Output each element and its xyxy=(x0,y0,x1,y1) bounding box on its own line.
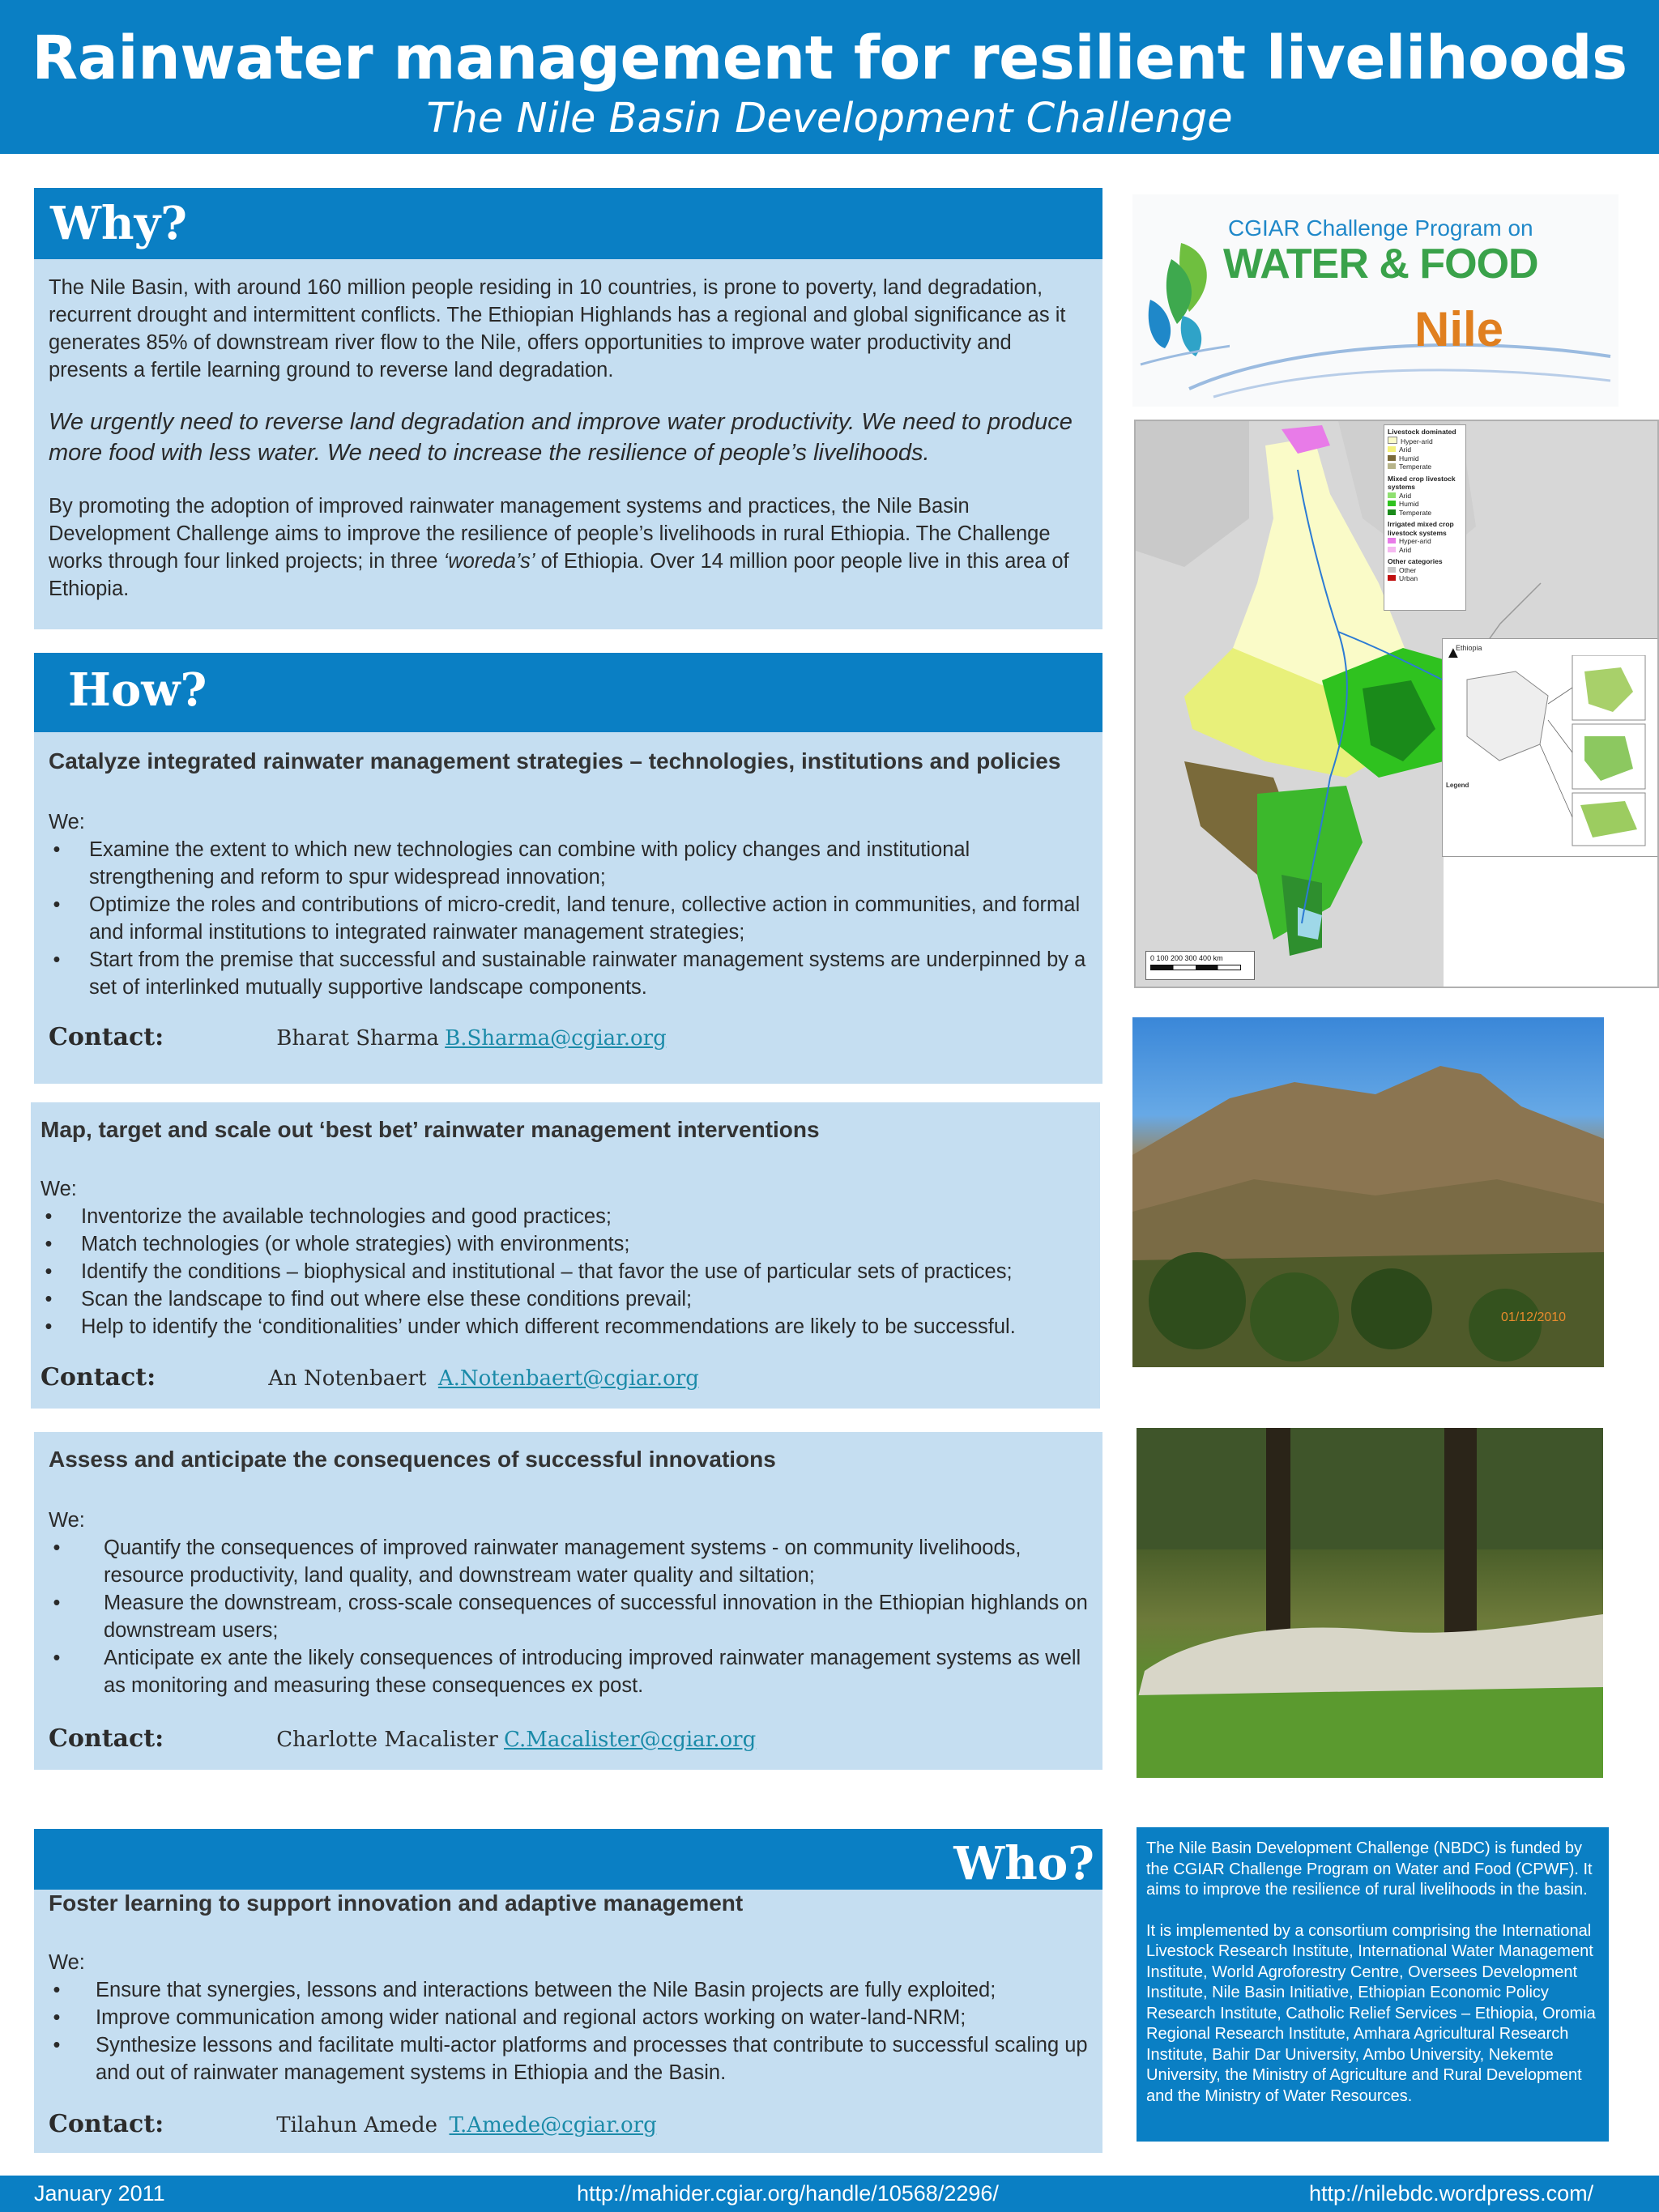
footer-link-wordpress[interactable]: http://nilebdc.wordpress.com/ xyxy=(1309,2181,1594,2206)
why-banner xyxy=(34,188,1102,259)
legend-item: Other xyxy=(1388,566,1462,575)
list-item: • Scan the landscape to find out where else these conditions prevail; xyxy=(45,1288,693,1311)
list-item: • Synthesize lessons and facilitate multi-actor platforms and processes that contribute to successful scaling up and out of rainwater management systems in Ethiopia and the Basin. xyxy=(53,2034,1088,2084)
legend-title: Mixed crop livestock systems xyxy=(1388,474,1456,491)
why-para-1: The Nile Basin, with around 160 million people residing in 10 countries, is prone to poverty, land degradation, recurrent drought and intermittent conflicts. The Ethiopian Highlands has a regional and global significance as it generates 85% of downstream river flow to the Nile, offers opportunities to improve water productivity and presents a fertile learning ground to reverse land degradation. xyxy=(49,276,1066,381)
project3-we: We: xyxy=(49,1509,85,1532)
legend-item: Temperate xyxy=(1388,509,1462,518)
contact-label: Contact: xyxy=(49,2110,164,2138)
legend-item: Humid xyxy=(1388,454,1462,463)
page-subtitle: The Nile Basin Development Challenge xyxy=(426,95,1233,143)
why-heading: Why? xyxy=(50,197,187,250)
project4-contact xyxy=(49,2111,1094,2139)
contact-label: Contact: xyxy=(49,1724,164,1753)
list-item: • Measure the downstream, cross-scale consequences of successful innovation in the Ethiopian highlands on downstream users; xyxy=(53,1592,1088,1642)
contact-email-link[interactable]: T.Amede@cgiar.org xyxy=(449,2113,657,2137)
project2-contact xyxy=(41,1364,1094,1392)
cpwf-logo xyxy=(1132,194,1618,407)
list-item: • Match technologies (or whole strategies) with environments; xyxy=(45,1233,630,1255)
photo-terraced-hills xyxy=(1132,1017,1604,1367)
page-header xyxy=(0,0,1659,154)
page-footer xyxy=(0,2176,1659,2212)
project2-bullets xyxy=(41,1203,1094,1340)
why-para-3: By promoting the adoption of improved rainwater management systems and practices, the Nile Basin Development Challenge aims to improve the resilience of people’s livelihoods in rural Ethiopia. The Challenge works through four linked projects; in three ‘woreda’s’ of Ethiopia. Over 14 million poor people live in this area of Ethiopia. xyxy=(49,495,1069,600)
legend-item: Arid xyxy=(1388,492,1462,501)
project3-title: Assess and anticipate the consequences of successful innovations xyxy=(49,1447,776,1472)
contact-email-link[interactable]: C.Macalister@cgiar.org xyxy=(503,1728,757,1752)
legend-title: Irrigated mixed crop livestock systems xyxy=(1388,520,1454,537)
nile-basin-map xyxy=(1134,420,1659,988)
list-item: • Optimize the roles and contributions of micro-credit, land tenure, collective action in communities, and formal and informal institutions to integrated rainwater management strategies; xyxy=(53,893,1081,944)
list-item: • Help to identify the ‘conditionalities’ under which different recommendations are likely to be successful. xyxy=(45,1315,1016,1338)
info-para-1: The Nile Basin Development Challenge (NBDC) is funded by the CGIAR Challenge Program on Water and Food (CPWF). It aims to improve the resilience of rural livelihoods in the basin. xyxy=(1146,1839,1593,1899)
logo-line1: CGIAR Challenge Program on xyxy=(1228,215,1533,241)
contact-label: Contact: xyxy=(41,1363,156,1392)
legend-title: Livestock dominated xyxy=(1388,428,1456,436)
why-panel xyxy=(34,188,1102,629)
inset-label: Ethiopia xyxy=(1456,644,1482,652)
how-heading: How? xyxy=(68,663,207,717)
logo-line2: WATER & FOOD xyxy=(1223,241,1538,288)
project4-body xyxy=(49,1949,1094,2086)
legend-item: Hyper-arid xyxy=(1388,437,1462,446)
project4-we: We: xyxy=(49,1951,85,1974)
photo1-date-stamp: 01/12/2010 xyxy=(1501,1311,1567,1324)
photo-community-meeting xyxy=(1137,1428,1603,1778)
logo-line3: Nile xyxy=(1414,302,1504,356)
project4-bullets xyxy=(49,1976,1094,2086)
list-item: • Quantify the consequences of improved rainwater management systems - on community livelihoods, resource productivity, land quality, and downstream water quality and siltation; xyxy=(53,1536,1021,1587)
contact-name: Bharat Sharma xyxy=(276,1026,439,1051)
project3-body xyxy=(49,1507,1094,1699)
legend-item: Hyper-arid xyxy=(1388,537,1462,546)
legend-item: Arid xyxy=(1388,546,1462,555)
inset-legend-label: Legend xyxy=(1446,782,1469,789)
who-heading: Who? xyxy=(953,1837,1094,1890)
how-panel xyxy=(34,653,1102,1084)
contact-label: Contact: xyxy=(49,1023,164,1051)
contact-name: Tilahun Amede xyxy=(276,2113,438,2137)
list-item: • Identify the conditions – biophysical and institutional – that favor the use of particular sets of practices; xyxy=(45,1260,1013,1283)
project1-bullets xyxy=(49,836,1094,1001)
project3-contact xyxy=(49,1725,1094,1754)
contact-email-link[interactable]: A.Notenbaert@cgiar.org xyxy=(437,1366,699,1391)
info-para-2: It is implemented by a consortium comprising the International Livestock Research Institute, International Water Management Institute, World Agroforestry Centre, Oversees Development Institute, Nile Basin Initiative, Ethiopian Economic Policy Research Institute, Catholic Relief Services – Ethiopia, Oromia Regional Research Institute, Amhara Agricultural Research Institute, Bahir Dar University, Ambo University, Nekemte University, the Ministry of Agriculture and Rural Development and the Ministry of Water Resources. xyxy=(1146,1921,1596,2105)
list-item: • Start from the premise that successful and sustainable rainwater management systems are underpinned by a set of interlinked mutually supportive landscape components. xyxy=(53,948,1086,999)
footer-date: January 2011 xyxy=(34,2181,165,2206)
project1-title: Catalyze integrated rainwater management strategies – technologies, institutions and policies xyxy=(49,748,1061,774)
list-item: • Inventorize the available technologies and good practices; xyxy=(45,1205,612,1228)
legend-title: Other categories xyxy=(1388,557,1443,565)
page-title: Rainwater management for resilient livelihoods xyxy=(32,23,1627,93)
legend-item: Humid xyxy=(1388,500,1462,509)
project2-we: We: xyxy=(41,1178,77,1200)
map-legend xyxy=(1384,424,1466,611)
list-item: • Anticipate ex ante the likely consequences of introducing improved rainwater management systems as well as monitoring and measuring these consequences ex post. xyxy=(53,1647,1081,1697)
north-arrow-icon: ▲ xyxy=(1445,644,1461,662)
legend-item: Arid xyxy=(1388,445,1462,454)
who-panel xyxy=(34,1829,1102,2153)
photo2-graphic xyxy=(1137,1428,1603,1778)
map-scale-bar xyxy=(1145,951,1255,980)
project4-title: Foster learning to support innovation and adaptive management xyxy=(49,1890,744,1916)
nbdc-info-text xyxy=(1146,1839,1599,2107)
project1-contact xyxy=(49,1024,1094,1052)
project3-panel xyxy=(34,1432,1102,1770)
who-banner xyxy=(34,1829,1102,1890)
scale-label: 0 100 200 300 400 km xyxy=(1150,954,1223,962)
project1-body xyxy=(49,808,1094,1001)
project1-we: We: xyxy=(49,811,85,833)
project2-body xyxy=(41,1175,1094,1340)
why-body xyxy=(49,274,1094,625)
nbdc-info-box xyxy=(1137,1827,1609,2142)
contact-name: Charlotte Macalister xyxy=(276,1728,498,1752)
footer-link-mahider[interactable]: http://mahider.cgiar.org/handle/10568/2296/ xyxy=(577,2181,999,2206)
legend-item: Temperate xyxy=(1388,462,1462,471)
legend-item: Urban xyxy=(1388,574,1462,583)
project2-panel xyxy=(31,1102,1100,1409)
why-para-2: We urgently need to reverse land degradation and improve water productivity. We need to produce more food with less water. We need to increase the resilience of people’s livelihoods. xyxy=(49,409,1073,466)
project3-bullets xyxy=(49,1534,1094,1699)
list-item: • Improve communication among wider national and regional actors working on water-land-NRM; xyxy=(53,2006,966,2029)
list-item: • Ensure that synergies, lessons and interactions between the Nile Basin projects are fully exploited; xyxy=(53,1979,996,2001)
inset-graphic xyxy=(1451,655,1653,850)
map-inset xyxy=(1442,638,1659,857)
contact-name: An Notenbaert xyxy=(268,1366,427,1391)
contact-email-link[interactable]: B.Sharma@cgiar.org xyxy=(445,1026,667,1051)
how-banner xyxy=(34,653,1102,732)
project2-title: Map, target and scale out ‘best bet’ rainwater management interventions xyxy=(41,1117,820,1142)
list-item: • Examine the extent to which new technologies can combine with policy changes and institutional strengthening and reform to spur widespread innovation; xyxy=(53,838,970,889)
